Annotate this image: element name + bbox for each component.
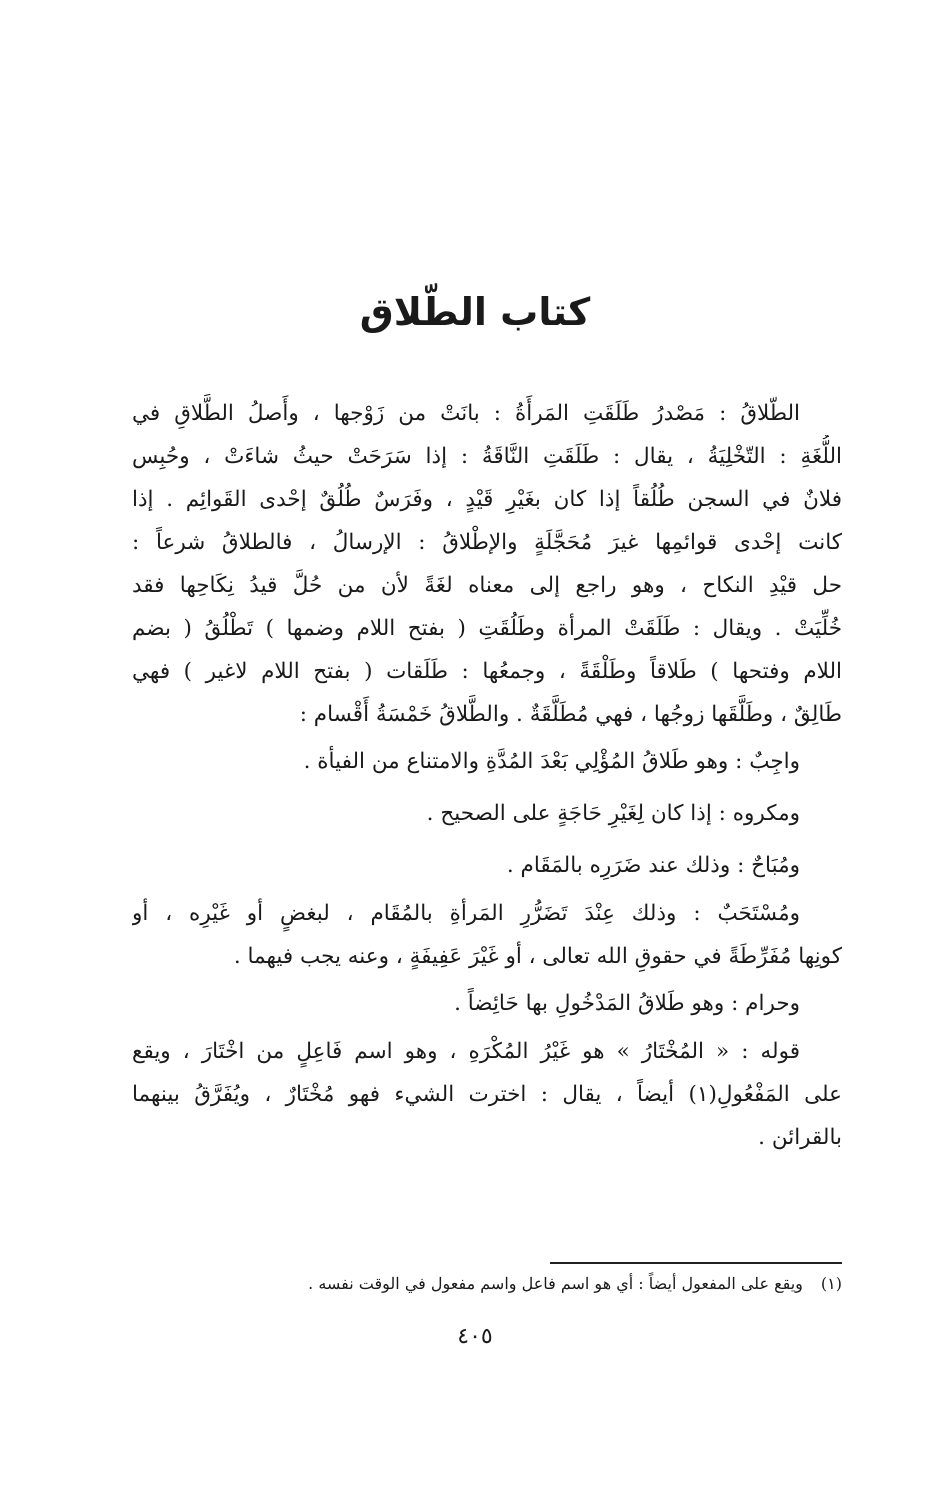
text-line: ومُسْتَحَبٌ : وذلك عِنْدَ تَضَرُّرِ المَرأةِ بالمُقَام ، لبغضٍ أو غَيْرِه ، أو bbox=[132, 901, 800, 926]
text-line: على المَفْعُولِ(١) أيضاً ، يقال : اخترت الشيء فهو مُخْتَارٌ ، ويُفَرَّقُ بينهما bbox=[132, 1082, 842, 1107]
text-line: فلانٌ في السجن طُلُقاً إذا كان بغَيْرِ قَيْدٍ ، وفَرَسٌ طُلُقٌ إحْدى القَوائِم . إذا bbox=[132, 487, 842, 512]
text-line: حل قيْدِ النكاح ، وهو راجع إلى معناه لغَةً لأن من حُلَّ قيدُ نِكَاحِها فقد bbox=[132, 573, 842, 598]
paragraph-haram: وحرام : وهو طَلاقُ المَدْخُولِ بها حَائِضاً . bbox=[454, 991, 800, 1016]
footnote-text: ويقع على المفعول أيضاً : أي هو اسم فاعل واسم مفعول في الوقت نفسه . bbox=[308, 1274, 803, 1293]
text-line: بالقرائن . bbox=[758, 1125, 842, 1150]
text-line: اللُّغَةِ : التّخْلِيَةُ ، يقال : طَلَقَتِ النَّاقَةُ : إذا سَرَحَتْ حيثُ شاءَتْ ، وحُبِس bbox=[132, 444, 842, 469]
chapter-title: كتاب الطّلاق bbox=[359, 290, 591, 334]
text-line: اللام وفتحها ) طَلاقاً وطَلْقَةً ، وجمعُها : طَلَقات ( بفتح اللام لاغير ) فهي bbox=[132, 659, 842, 684]
text-line: قوله : « المُخْتَارُ » هو غَيْرُ المُكْرَهِ ، وهو اسم فَاعِلٍ من اخْتَارَ ، ويقع bbox=[132, 1039, 800, 1064]
paragraph-mukhtar bbox=[132, 1030, 842, 1159]
text-line: الطّلاقُ : مَصْدرُ طَلَقَتِ المَرأَةُ : بانَتْ من زَوْجها ، وأَصلُ الطَّلاقِ في bbox=[132, 401, 800, 426]
paragraph-mustahab bbox=[132, 892, 842, 978]
footnote-number: (١) bbox=[820, 1274, 842, 1293]
text-line: طَالِقٌ ، وطَلَّقَها زوجُها ، فهي مُطَلَّقَةٌ . والطَّلاقُ خَمْسَةُ أَقْسام : bbox=[299, 702, 842, 727]
paragraph-wajib: واجِبٌ : وهو طَلاقُ المُؤْلِي بَعْدَ المُدَّةِ والامتناع من الفيأة . bbox=[303, 749, 800, 774]
footnote-divider bbox=[550, 1262, 842, 1264]
body-text bbox=[132, 392, 842, 1159]
text-line: كانت إحْدى قوائمِها غيرَ مُحَجَّلَةٍ والإطْلاقُ : الإرسالُ ، فالطلاقُ شرعاً : bbox=[132, 530, 842, 555]
footnote bbox=[132, 1268, 842, 1300]
paragraph-definition bbox=[132, 392, 842, 736]
paragraph-mubah: ومُبَاحٌ : وذلك عند ضَرَرِه بالمَقَام . bbox=[506, 853, 800, 878]
page-number: ٤٠٥ bbox=[457, 1324, 493, 1349]
paragraph-makruh: ومكروه : إذا كان لِغَيْرِ حَاجَةٍ على الصحيح . bbox=[426, 801, 800, 826]
text-line: كونِها مُفَرِّطَةً في حقوقِ الله تعالى ، أو غَيْرَ عَفِيفَةٍ ، وعنه يجب فيهما . bbox=[233, 944, 842, 969]
text-line: خُلِّيَتْ . ويقال : طَلَقَتْ المرأة وطَلُقَتِ ( بفتح اللام وضمها ) تَطْلُقُ ( بضم bbox=[132, 616, 842, 641]
